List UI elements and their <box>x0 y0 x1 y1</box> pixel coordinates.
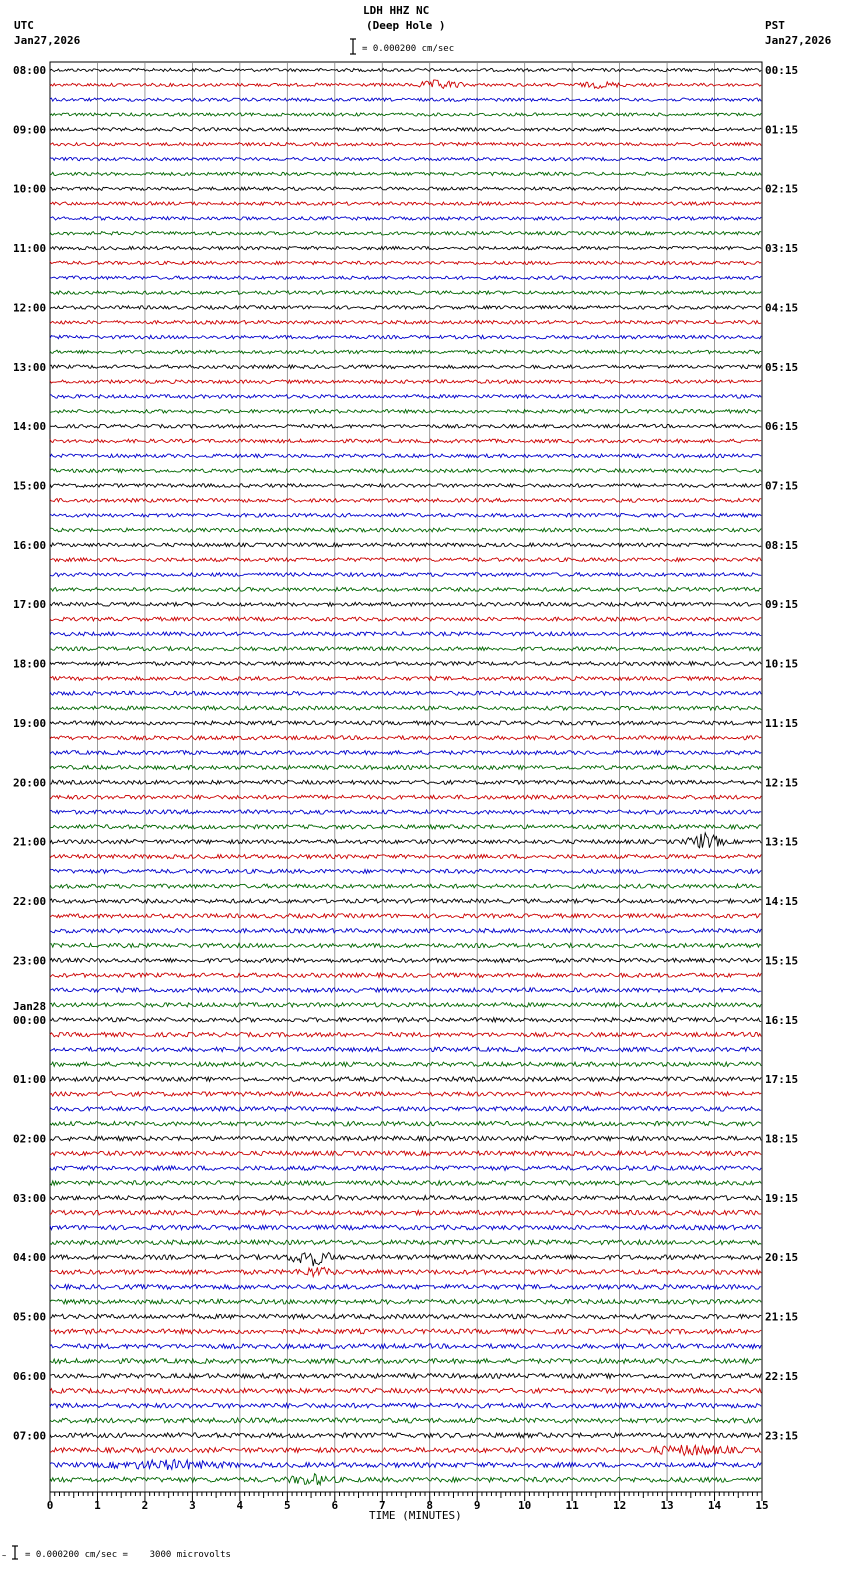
utc-hour-label: 20:00 <box>13 776 47 790</box>
pst-hour-label: 08:15 <box>765 538 799 552</box>
calibration-label: = 0.000200 cm/sec = 3000 microvolts <box>25 1550 231 1560</box>
pst-hour-label: 18:15 <box>765 1132 799 1146</box>
seismic-trace <box>50 261 761 264</box>
utc-hour-label: 12:00 <box>13 301 47 315</box>
utc-hour-label: 19:00 <box>13 716 47 730</box>
pst-hour-label: 14:15 <box>765 895 799 909</box>
seismic-trace <box>50 1445 761 1456</box>
seismic-trace <box>50 1403 761 1408</box>
x-tick-label: 11 <box>565 1499 579 1512</box>
x-tick-label: 5 <box>284 1499 291 1512</box>
seismic-trace <box>50 647 761 651</box>
right-date: Jan27,2026 <box>765 34 832 47</box>
utc-hour-label: 21:00 <box>13 835 47 849</box>
seismic-trace <box>50 217 761 220</box>
seismic-trace <box>50 662 761 666</box>
seismic-trace <box>50 1267 761 1276</box>
seismic-trace <box>50 1459 761 1469</box>
seismic-trace <box>50 929 761 933</box>
seismic-trace <box>50 306 761 310</box>
seismic-trace <box>50 1474 761 1485</box>
seismic-trace <box>50 573 761 577</box>
seismic-trace <box>50 484 761 488</box>
utc-hour-label: 22:00 <box>13 895 47 909</box>
utc-hour-label: 00:00 <box>13 1013 47 1027</box>
x-tick-label: 10 <box>518 1499 532 1512</box>
seismic-trace <box>50 454 761 458</box>
seismic-trace <box>50 706 761 710</box>
seismic-trace <box>50 513 761 517</box>
seismic-trace <box>50 202 761 205</box>
x-tick-label: 15 <box>755 1499 769 1512</box>
pst-hour-label: 12:15 <box>765 776 799 790</box>
utc-hour-label: 11:00 <box>13 242 47 256</box>
seismic-trace <box>50 943 761 947</box>
utc-hour-label: 09:00 <box>13 123 47 137</box>
x-tick-label: 8 <box>426 1499 434 1512</box>
seismic-trace <box>50 113 761 116</box>
seismic-trace <box>50 321 761 325</box>
pst-hour-label: 04:15 <box>765 301 799 315</box>
x-tick-label: 3 <box>189 1499 196 1512</box>
pst-hour-label: 01:15 <box>765 123 799 137</box>
seismic-trace <box>50 1433 761 1438</box>
seismic-trace <box>50 1196 761 1201</box>
seismic-trace <box>50 395 761 399</box>
pst-hour-label: 23:15 <box>765 1429 799 1443</box>
seismic-trace <box>50 469 761 473</box>
seismic-trace <box>50 410 761 414</box>
seismic-trace <box>50 1329 761 1334</box>
seismic-trace <box>50 80 761 88</box>
seismic-trace <box>50 276 761 279</box>
svg-text:~: ~ <box>2 1552 7 1560</box>
pst-hour-label: 20:15 <box>765 1251 799 1265</box>
seismic-trace <box>50 617 761 621</box>
seismic-trace <box>50 854 761 858</box>
seismic-trace <box>50 1092 761 1096</box>
right-timezone: PST <box>765 19 785 32</box>
utc-hour-label: 07:00 <box>13 1429 47 1443</box>
seismic-trace <box>50 1299 761 1304</box>
x-tick-label: 9 <box>473 1499 481 1512</box>
left-date: Jan27,2026 <box>14 34 81 47</box>
seismic-trace <box>50 1181 761 1186</box>
x-tick-label: 6 <box>331 1499 339 1512</box>
seismic-trace <box>50 973 761 977</box>
utc-date-label: Jan28 <box>13 999 47 1013</box>
pst-hour-label: 16:15 <box>765 1013 799 1027</box>
pst-hour-label: 07:15 <box>765 479 799 493</box>
pst-hour-label: 00:15 <box>765 64 799 77</box>
utc-hour-label: 05:00 <box>13 1310 47 1324</box>
seismic-trace <box>50 1240 761 1245</box>
utc-hour-label: 13:00 <box>13 360 47 374</box>
seismic-trace <box>50 1121 761 1126</box>
seismic-trace <box>50 884 761 888</box>
x-tick-label: 0 <box>46 1499 54 1512</box>
seismic-trace <box>50 780 761 784</box>
utc-hour-label: 10:00 <box>13 182 47 196</box>
seismic-trace <box>50 143 761 146</box>
seismic-trace <box>50 988 761 992</box>
seismic-trace <box>50 1136 761 1141</box>
utc-hour-label: 23:00 <box>13 954 47 968</box>
seismic-trace <box>50 1225 761 1230</box>
utc-hour-label: 18:00 <box>13 657 47 671</box>
x-tick-label: 14 <box>707 1499 722 1512</box>
seismic-trace <box>50 1166 761 1171</box>
seismic-trace <box>50 958 761 962</box>
seismic-trace <box>50 1018 761 1022</box>
x-tick-label: 1 <box>94 1499 101 1512</box>
seismic-trace <box>50 1047 761 1051</box>
seismic-trace <box>50 291 761 294</box>
pst-hour-label: 11:15 <box>765 716 799 730</box>
utc-hour-label: 01:00 <box>13 1073 47 1087</box>
seismic-trace <box>50 795 761 799</box>
seismic-trace <box>50 632 761 636</box>
seismic-trace <box>50 1107 761 1112</box>
pst-hour-label: 10:15 <box>765 657 799 671</box>
seismic-trace <box>50 736 761 740</box>
seismic-trace <box>50 587 761 591</box>
scale-label: = 0.000200 cm/sec <box>362 44 455 54</box>
seismic-trace <box>50 1151 761 1156</box>
x-tick-label: 13 <box>660 1499 674 1512</box>
seismic-trace <box>50 246 761 249</box>
seismic-trace <box>50 721 761 725</box>
seismic-trace <box>50 543 761 547</box>
seismic-trace <box>50 810 761 814</box>
left-timezone: UTC <box>14 19 34 32</box>
seismic-trace <box>50 1285 761 1290</box>
seismic-trace <box>50 528 761 532</box>
pst-hour-label: 15:15 <box>765 954 799 968</box>
x-tick-label: 2 <box>141 1499 149 1512</box>
seismic-trace <box>50 187 761 190</box>
pst-hour-label: 13:15 <box>765 835 799 849</box>
seismic-trace <box>50 691 761 695</box>
seismic-trace <box>50 1003 761 1007</box>
seismic-trace <box>50 602 761 606</box>
utc-hour-label: 03:00 <box>13 1191 47 1205</box>
seismic-trace <box>50 833 761 848</box>
seismic-trace <box>50 68 761 71</box>
seismic-trace <box>50 676 761 680</box>
utc-hour-label: 17:00 <box>13 598 47 612</box>
utc-hour-label: 16:00 <box>13 538 47 552</box>
seismic-trace <box>50 1418 761 1423</box>
seismic-trace <box>50 1062 761 1066</box>
seismic-trace <box>50 751 761 755</box>
scale-bar-icon <box>348 38 358 56</box>
pst-hour-label: 19:15 <box>765 1191 799 1205</box>
seismic-trace <box>50 1344 761 1349</box>
utc-hour-label: 02:00 <box>13 1132 47 1146</box>
seismic-trace <box>50 172 761 175</box>
utc-hour-label: 04:00 <box>13 1251 47 1265</box>
pst-hour-label: 17:15 <box>765 1073 799 1087</box>
trace-group <box>50 68 761 1485</box>
seismic-trace <box>50 439 761 443</box>
pst-hour-label: 03:15 <box>765 242 799 256</box>
pst-hour-label: 02:15 <box>765 182 799 196</box>
pst-hour-label: 06:15 <box>765 420 799 434</box>
seismic-trace <box>50 914 761 918</box>
pst-hour-label: 22:15 <box>765 1369 799 1383</box>
seismic-trace <box>50 1359 761 1364</box>
site-subtitle: (Deep Hole ) <box>366 19 446 32</box>
utc-hour-label: 08:00 <box>13 64 47 77</box>
x-tick-label: 7 <box>378 1499 386 1512</box>
seismic-trace <box>50 558 761 562</box>
seismic-trace <box>50 157 761 160</box>
x-tick-label: 12 <box>612 1499 627 1512</box>
seismic-trace <box>50 899 761 903</box>
station-title: LDH HHZ NC <box>363 4 430 17</box>
seismic-trace <box>50 1210 761 1215</box>
calibration-icon <box>2 1545 22 1561</box>
utc-hour-label: 14:00 <box>13 420 47 434</box>
pst-hour-label: 09:15 <box>765 598 799 612</box>
utc-hour-label: 15:00 <box>13 479 47 493</box>
seismic-trace <box>50 1252 761 1266</box>
utc-hour-label: 06:00 <box>13 1369 47 1383</box>
pst-hour-label: 05:15 <box>765 360 799 374</box>
seismic-trace <box>50 128 761 131</box>
seismic-trace <box>50 232 761 235</box>
seismic-trace <box>50 1077 761 1081</box>
seismic-trace <box>50 350 761 354</box>
seismic-trace <box>50 1388 761 1393</box>
seismic-trace <box>50 825 761 829</box>
seismic-trace <box>50 335 761 339</box>
seismic-trace <box>50 380 761 384</box>
seismic-trace <box>50 765 761 769</box>
seismic-trace <box>50 498 761 502</box>
seismic-trace <box>50 424 761 428</box>
seismic-trace <box>50 869 761 873</box>
seismic-trace <box>50 98 761 101</box>
seismic-trace <box>50 1032 761 1036</box>
pst-hour-label: 21:15 <box>765 1310 799 1324</box>
seismic-trace <box>50 365 761 369</box>
x-tick-label: 4 <box>236 1499 244 1512</box>
seismic-trace <box>50 1314 761 1319</box>
seismic-trace <box>50 1374 761 1379</box>
x-axis-label: TIME (MINUTES) <box>369 1509 462 1522</box>
